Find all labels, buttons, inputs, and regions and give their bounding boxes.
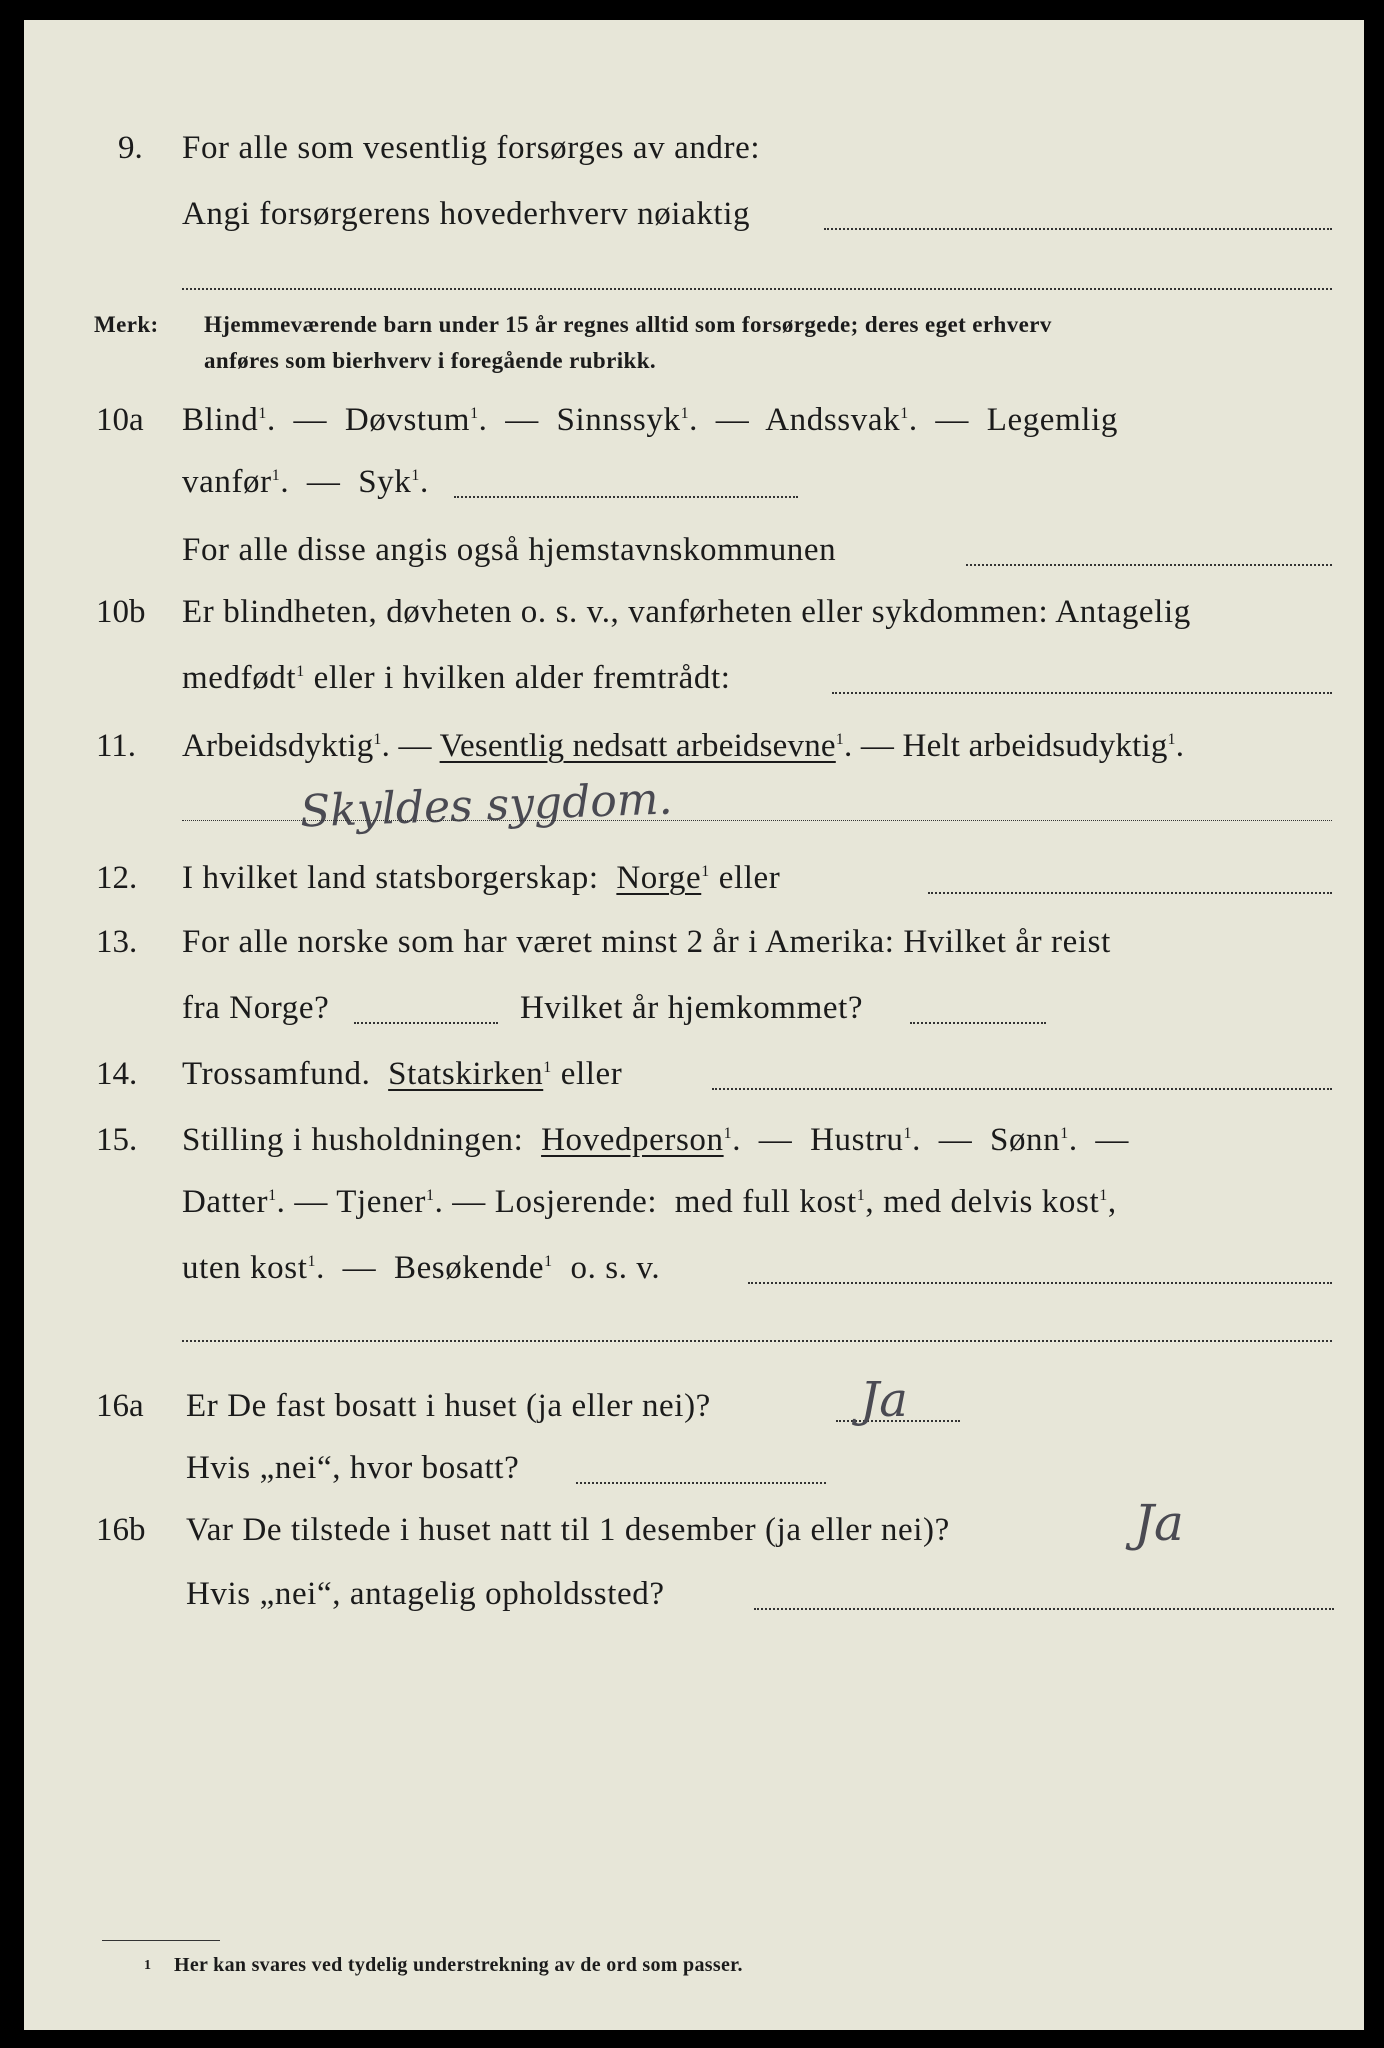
q10a-line2: vanfør$^1$. — Syk$^1$. (182, 464, 429, 500)
q16b-opholdssted-line (754, 1608, 1334, 1610)
q16a-line2: Hvis „nei“, hvor bosatt? (186, 1450, 520, 1486)
q10b-answer-line (832, 692, 1332, 694)
q16a-handwritten-answer: Ja (860, 1372, 908, 1428)
q10b-line2: medfødt$^1$ eller i hvilken alder fremtrådt: (182, 660, 731, 696)
q9-line1: For alle som vesentlig forsørges av andre: (182, 130, 761, 166)
q16b-line2: Hvis „nei“, antagelig opholdssted? (186, 1576, 665, 1612)
merk-line1: Hjemmeværende barn under 15 år regnes alltid som forsørgede; deres eget erhverv (204, 312, 1052, 337)
census-form-page (24, 20, 1364, 2030)
q15-answer-line-2 (182, 1340, 1332, 1342)
footnote-rule (102, 1940, 220, 1941)
q14-number: 14. (96, 1056, 138, 1092)
q14-statskirken-underlined: Statskirken (388, 1056, 544, 1092)
q15-line2: Datter$^1$. — Tjener$^1$. — Losjerende: med full kost$^1$, med delvis kost$^1$, (182, 1184, 1117, 1220)
q16a-number: 16a (96, 1388, 144, 1424)
q16a-bosatt-line (576, 1482, 826, 1484)
q10a-line1: Blind$^1$. — Døvstum$^1$. — Sinnssyk$^1$. — Andssvak$^1$. — Legemlig (182, 402, 1118, 438)
q12-norge-underlined: Norge (616, 860, 702, 896)
q9-answer-line-2 (182, 288, 1332, 290)
q13-line1: For alle norske som har været minst 2 år i Amerika: Hvilket år reist (182, 924, 1111, 960)
q15-answer-line (748, 1282, 1332, 1284)
q12-number: 12. (96, 860, 138, 896)
q9-number: 9. (118, 130, 143, 166)
merk-line2: anføres som bierhverv i foregående rubrikk. (204, 348, 657, 373)
q11-number: 11. (96, 728, 137, 764)
q10a-line3: For alle disse angis også hjemstavnskommunen (182, 532, 837, 568)
q10b-number: 10b (96, 594, 146, 630)
q16b-number: 16b (96, 1512, 146, 1548)
q13-line2a: fra Norge? (182, 990, 330, 1026)
q12-answer-line (928, 892, 1332, 894)
q13-reist-line (354, 1022, 498, 1024)
q13-line2b: Hvilket år hjemkommet? (520, 990, 864, 1026)
q16b-handwritten-answer: Ja (1134, 1494, 1184, 1552)
q13-hjemkommet-line (910, 1022, 1046, 1024)
q11-vesentlig-underlined: Vesentlig nedsatt arbeidsevne (439, 728, 836, 764)
merk-label: Merk: (94, 312, 159, 337)
q15-hovedperson-underlined: Hovedperson (541, 1122, 724, 1158)
q10b-line1: Er blindheten, døvheten o. s. v., vanførheten eller sykdommen: Antagelig (182, 594, 1191, 630)
q15-line1: Stilling i husholdningen: Hovedperson$^1$. — Hustru$^1$. — Sønn$^1$. — (182, 1122, 1130, 1158)
q9-line2: Angi forsørgerens hovederhverv nøiaktig (182, 196, 751, 232)
q16a-line1: Er De fast bosatt i huset (ja eller nei)? (186, 1388, 711, 1424)
q13-number: 13. (96, 924, 138, 960)
q12-line: I hvilket land statsborgerskap: Norge$^1$ eller (182, 860, 781, 896)
q15-line3: uten kost$^1$. — Besøkende$^1$ o. s. v. (182, 1250, 661, 1286)
q10a-number: 10a (96, 402, 144, 438)
footnote-text: Her kan svares ved tydelig understrekning av de ord som passer. (174, 1954, 743, 1976)
q10a-answer-line (454, 496, 798, 498)
q10a-hjemstavn-line (966, 564, 1332, 566)
q11-handwritten-answer: Skyldes sygdom. (299, 773, 674, 838)
q15-number: 15. (96, 1122, 138, 1158)
footnote-mark: 1 (144, 1958, 152, 1973)
q11-line1: Arbeidsdyktig$^1$. — Vesentlig nedsatt arbeidsevne$^1$. — Helt arbeidsudyktig$^1$. (182, 728, 1185, 764)
q11-answer-line (182, 820, 1332, 821)
q14-answer-line (712, 1088, 1332, 1090)
q9-answer-line (824, 228, 1332, 230)
q14-line: Trossamfund. Statskirken$^1$ eller (182, 1056, 623, 1092)
q16b-line1: Var De tilstede i huset natt til 1 desember (ja eller nei)? (186, 1512, 950, 1548)
